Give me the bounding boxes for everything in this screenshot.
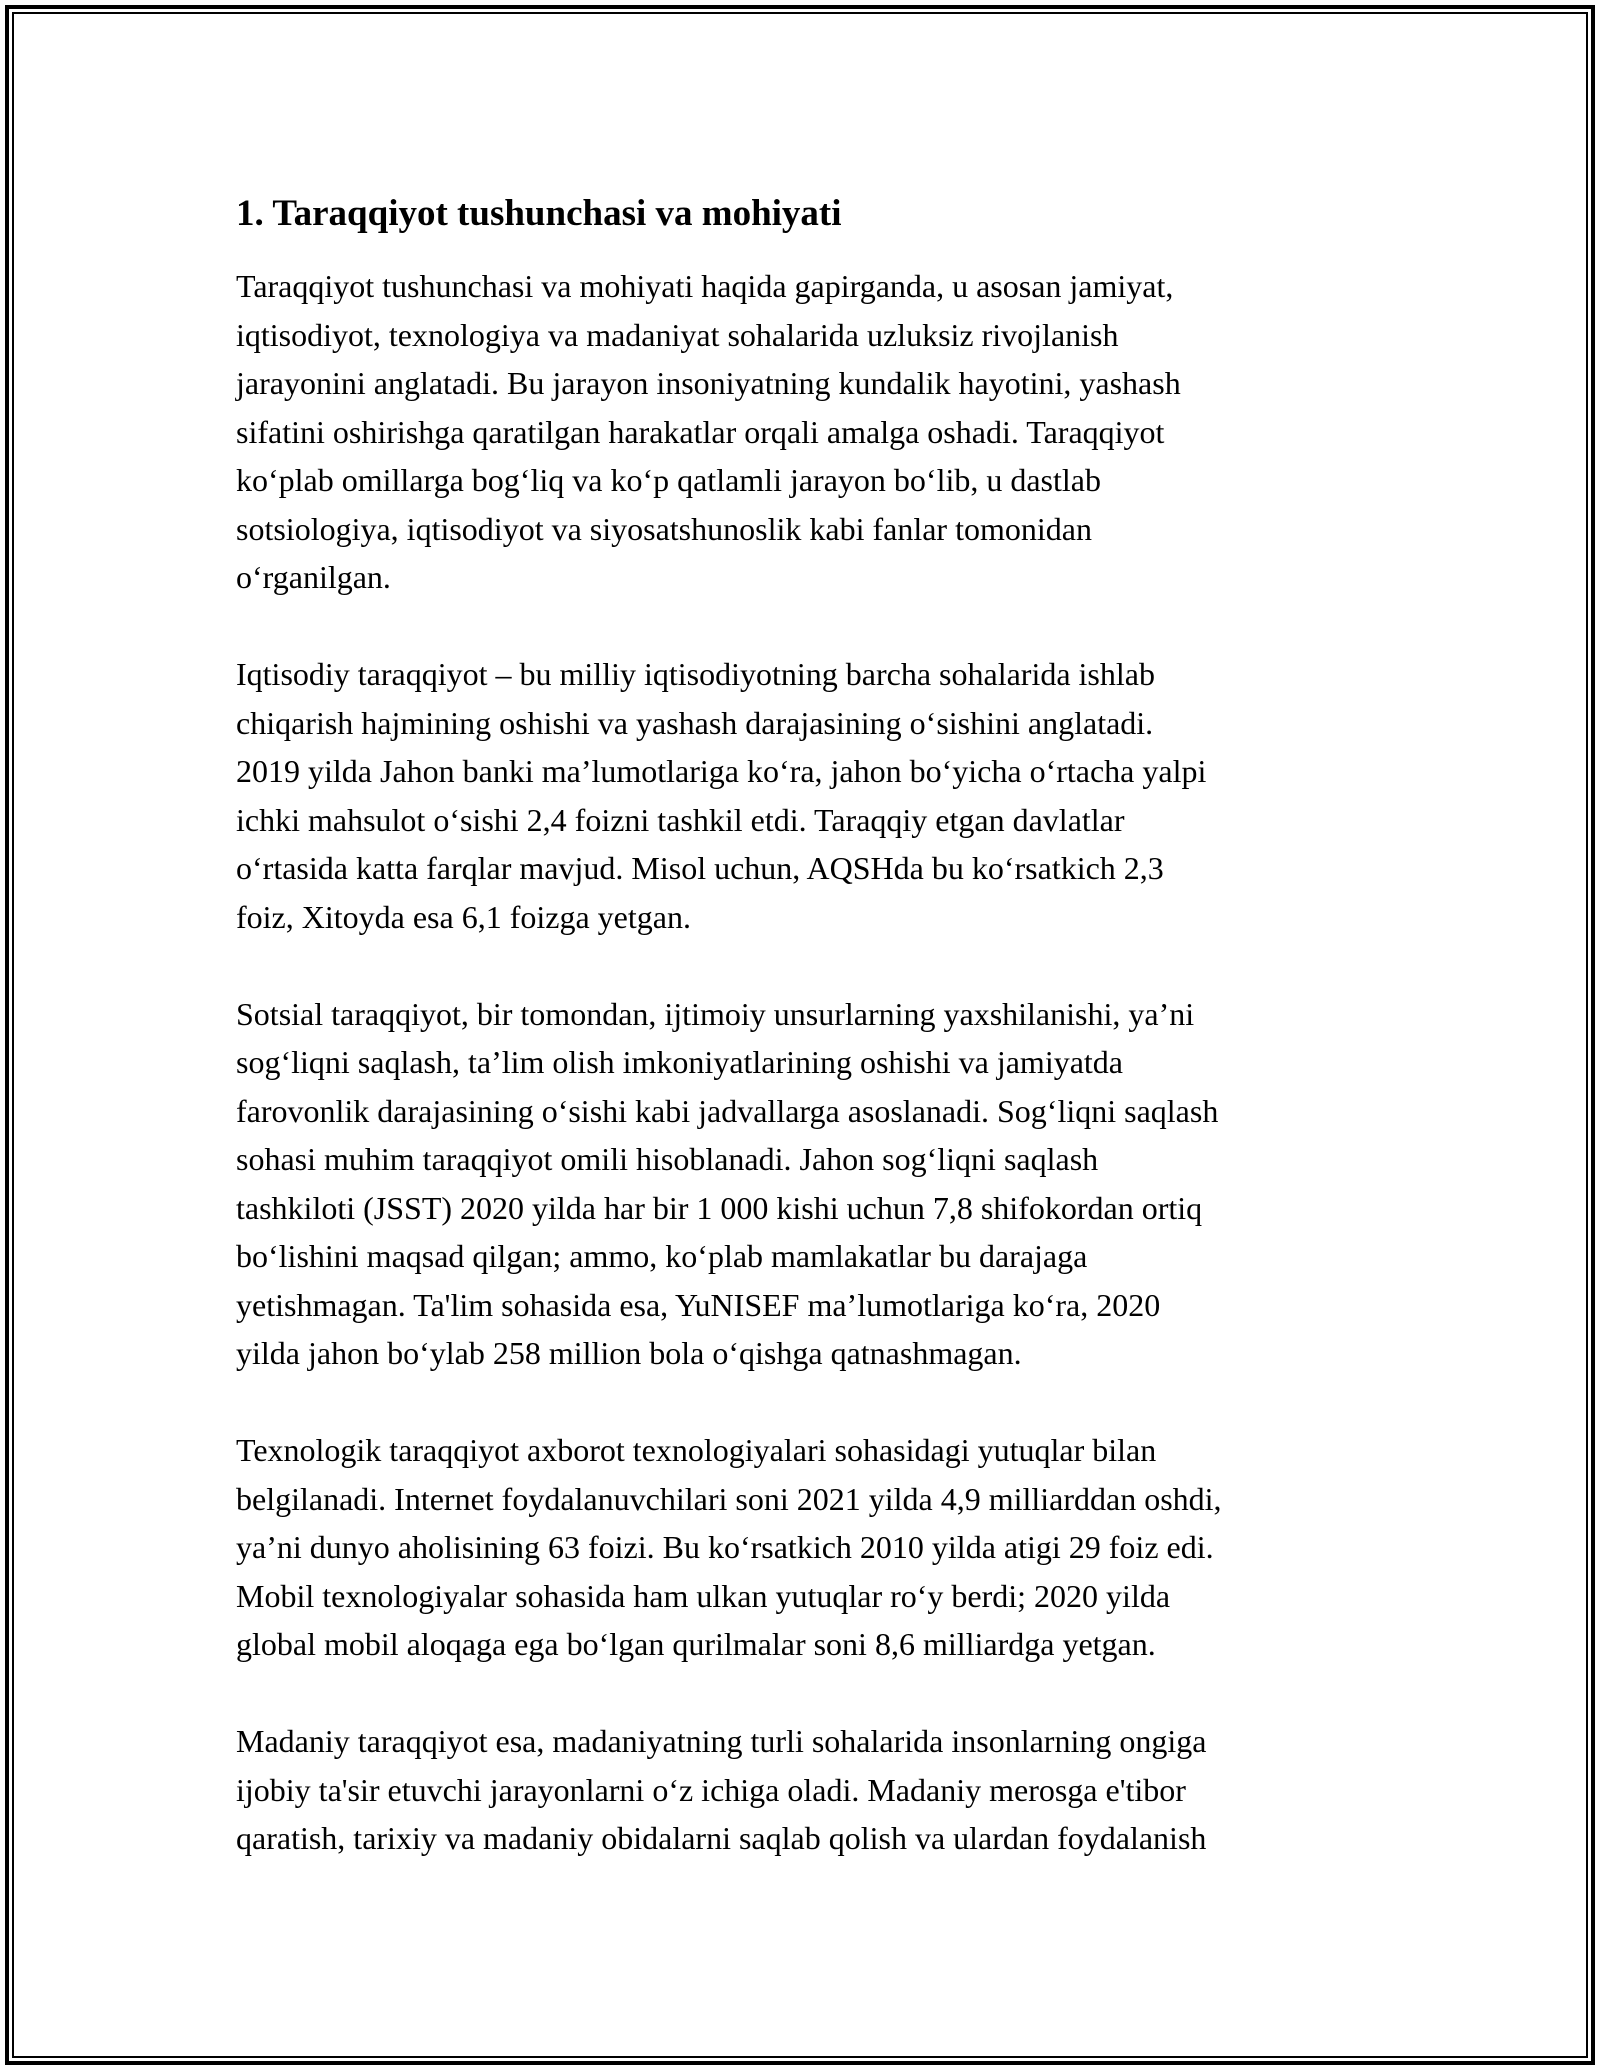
paragraph-social bbox=[236, 990, 1376, 1378]
text-line: foiz, Xitoyda esa 6,1 foizga yetgan. bbox=[236, 898, 691, 935]
text-line: jarayonini anglatadi. Bu jarayon insoniyatning kundalik hayotini, yashash bbox=[236, 365, 1181, 401]
text-line: global mobil aloqaga ega bo‘lgan qurilmalar soni 8,6 milliardga yetgan. bbox=[236, 1626, 1156, 1662]
text-line: Taraqqiyot tushunchasi va mohiyati haqida gapirganda, u asosan jamiyat, bbox=[236, 268, 1174, 304]
text-line: bo‘lishini maqsad qilgan; ammo, ko‘plab mamlakatlar bu darajaga bbox=[236, 1238, 1088, 1274]
text-line: sifatini oshirishga qaratilgan harakatlar orqali amalga oshadi. Taraqqiyot bbox=[236, 413, 1165, 450]
text-line: sotsiologiya, iqtisodiyot va siyosatshunoslik kabi fanlar tomonidan bbox=[236, 510, 1092, 547]
text-line: belgilanadi. Internet foydalanuvchilari soni 2021 yilda 4,9 milliarddan oshdi, bbox=[236, 1480, 1222, 1517]
text-line: iqtisodiyot, texnologiya va madaniyat sohalarida uzluksiz rivojlanish bbox=[236, 316, 1119, 353]
text-line: yilda jahon bo‘ylab 258 million bola o‘qishga qatnashmagan. bbox=[236, 1335, 1022, 1371]
text-line: qaratish, tarixiy va madaniy obidalarni saqlab qolish va ulardan foydalanish bbox=[236, 1820, 1207, 1856]
paragraph-definition bbox=[236, 262, 1376, 602]
text-line: Sotsial taraqqiyot, bir tomondan, ijtimoiy unsurlarning yaxshilanishi, ya’ni bbox=[236, 995, 1195, 1032]
text-line: ichki mahsulot o‘sishi 2,4 foizni tashkil etdi. Taraqqiy etgan davlatlar bbox=[236, 801, 1125, 838]
text-line: farovonlik darajasining o‘sishi kabi jadvallarga asoslanadi. Sog‘liqni saqlash bbox=[236, 1092, 1219, 1129]
paragraph-spacer bbox=[236, 941, 1376, 990]
paragraph-economic bbox=[236, 650, 1376, 941]
text-line: yetishmagan. Ta'lim sohasida esa, YuNISEF ma’lumotlariga ko‘ra, 2020 bbox=[236, 1286, 1161, 1323]
text-line: ya’ni dunyo aholisining 63 foizi. Bu ko‘rsatkich 2010 yilda atigi 29 foiz edi. bbox=[236, 1529, 1214, 1565]
text-line: tashkiloti (JSST) 2020 yilda har bir 1 000 kishi uchun 7,8 shifokordan ortiq bbox=[236, 1189, 1203, 1226]
paragraph-cultural bbox=[236, 1717, 1376, 1863]
text-line: sog‘liqni saqlash, ta’lim olish imkoniyatlarining oshishi va jamiyatda bbox=[236, 1044, 1123, 1080]
paragraph-spacer bbox=[236, 602, 1376, 651]
text-line: Madaniy taraqqiyot esa, madaniyatning turli sohalarida insonlarning ongiga bbox=[236, 1723, 1207, 1759]
text-line: ijobiy ta'sir etuvchi jarayonlarni o‘z ichiga oladi. Madaniy merosga e'tibor bbox=[236, 1771, 1186, 1808]
paragraph-spacer bbox=[236, 1669, 1376, 1718]
text-line: 2019 yilda Jahon banki ma’lumotlariga ko‘ra, jahon bo‘yicha o‘rtacha yalpi bbox=[236, 753, 1207, 789]
document-body bbox=[236, 186, 1376, 1863]
text-line: Texnologik taraqqiyot axborot texnologiyalari sohasidagi yutuqlar bilan bbox=[236, 1432, 1157, 1468]
text-line: ko‘plab omillarga bog‘liq va ko‘p qatlamli jarayon bo‘lib, u dastlab bbox=[236, 462, 1101, 498]
section-heading: 1. Taraqqiyot tushunchasi va mohiyati bbox=[236, 193, 842, 234]
text-line: o‘rtasida katta farqlar mavjud. Misol uchun, AQSHda bu ko‘rsatkich 2,3 bbox=[236, 850, 1164, 886]
paragraph-technological bbox=[236, 1426, 1376, 1669]
text-line: Iqtisodiy taraqqiyot – bu milliy iqtisodiyotning barcha sohalarida ishlab bbox=[236, 656, 1155, 692]
text-line: chiqarish hajmining oshishi va yashash darajasining o‘sishini anglatadi. bbox=[236, 704, 1154, 741]
paragraph-spacer bbox=[236, 1378, 1376, 1427]
text-line: o‘rganilgan. bbox=[236, 559, 391, 595]
text-line: Mobil texnologiyalar sohasida ham ulkan yutuqlar ro‘y berdi; 2020 yilda bbox=[236, 1577, 1171, 1614]
text-line: sohasi muhim taraqqiyot omili hisoblanadi. Jahon sog‘liqni saqlash bbox=[236, 1141, 1099, 1177]
